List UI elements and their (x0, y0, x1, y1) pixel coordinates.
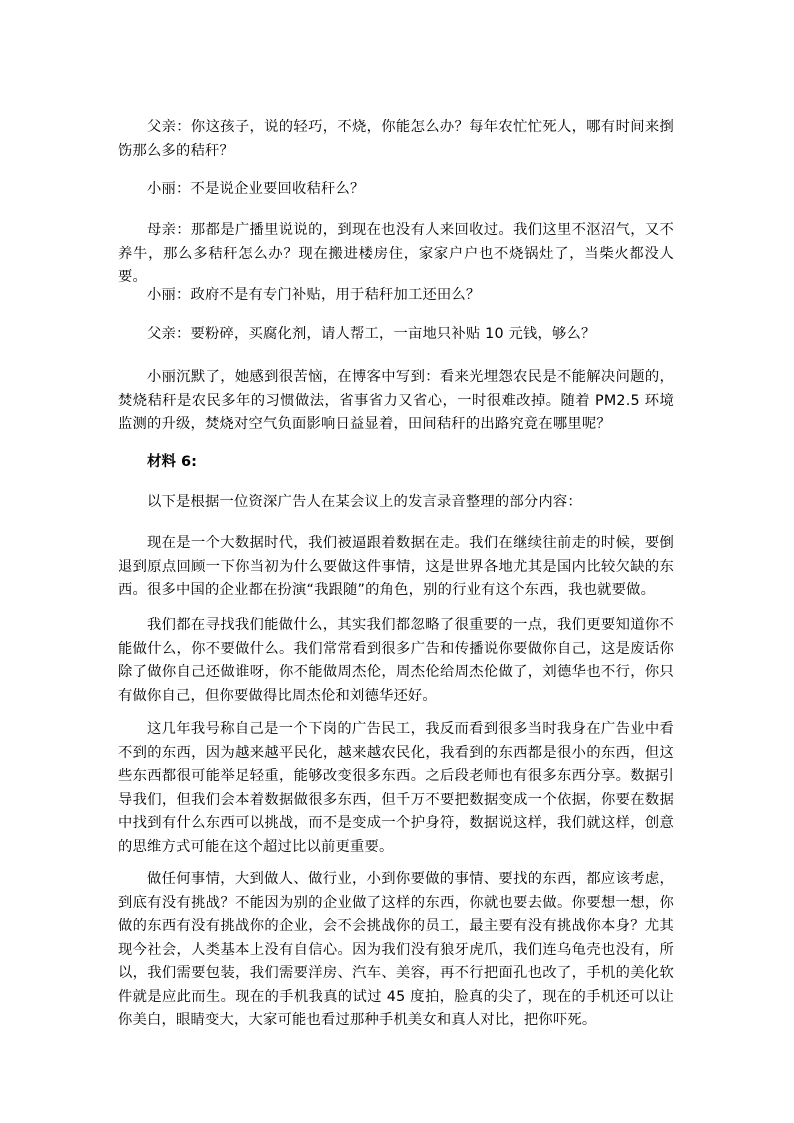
section-heading: 材料 6: (147, 454, 197, 470)
speech-paragraph-1: 现在是一个大数据时代，我们被逼跟着数据在走。我们在继续往前走的时候，要倒退到原点回顾一下你当初为什么要做这件事情，这是世界各地尤其是国内比较欠缺的东西。很多中国的企业都在扮演“我跟随”的角色，别的行业有这个东西，我也就要做。 (118, 535, 674, 598)
narration-paragraph: 小丽沉默了，她感到很苦恼，在博客中写到：看来光埋怨农民是不能解决问题的，焚烧秸秆是农民多年的习惯做法，省事省力又省心，一时很难改掉。随着 PM2.5 环境监测的升级，焚烧对空气负面影响日益显着，田间秸秆的出路究竟在哪里呢？ (118, 369, 674, 432)
dialogue-father-2: 父亲：要粉碎，买腐化剂，请人帮工，一亩地只补贴 10 元钱，够么？ (147, 326, 596, 342)
speech-paragraph-3: 这几年我号称自己是一个下岗的广告民工，我反而看到很多当时我身在广告业中看不到的东西，因为越来越平民化，越来越农民化，我看到的东西都是很小的东西，但这些东西都很可能举足轻重，能够改变很多东西。之后段老师也有很多东西分享。数据引导我们，但我们会本着数据做很多东西，但千万不要把数据变成一个依据，你要在数据中找到有什么东西可以挑战，而不是变成一个护身符，数据说这样，我们就这样，创意的思维方式可能在这个超过比以前更重要。 (118, 721, 674, 855)
dialogue-father-1: 父亲：你这孩子，说的轻巧，不烧，你能怎么办？每年农忙忙死人，哪有时间来捯饬那么多的秸秆？ (118, 119, 674, 159)
dialogue-xiaoli-1: 小丽：不是说企业要回收秸秆么？ (147, 181, 365, 197)
speech-paragraph-4: 做任何事情，大到做人、做行业，小到你要做的事情、要找的东西，都应该考虑，到底有没有挑战？不能因为别的企业做了这样的东西，你就也要去做。你要想一想，你做的东西有没有挑战你的企业，会不会挑战你的员工，最主要有没有挑战你本身？尤其现今社会，人类基本上没有自信心。因为我们没有狼牙虎爪，我们连乌龟壳也没有，所以，我们需要包装，我们需要洋房、汽车、美容，再不行把面孔也改了，手机的美化软件就是应此而生。现在的手机我真的试过 45 度拍，脸真的尖了，现在的手机还可以让你美白，眼睛变大，大家可能也看过那种手机美女和真人对比，把你吓死。 (118, 871, 674, 1028)
dialogue-mother-1: 母亲：那都是广播里说说的，到现在也没有人来回收过。我们这里不沤沼气，又不养牛，那么多秸秆怎么办？现在搬进楼房住，家家户户也不烧锅灶了，当柴火都没人要。 (118, 222, 674, 285)
dialogue-xiaoli-2: 小丽：政府不是有专门补贴，用于秸秆加工还田么？ (147, 287, 481, 303)
intro-paragraph: 以下是根据一位资深广告人在某会议上的发言录音整理的部分内容： (147, 494, 582, 510)
speech-paragraph-2: 我们都在寻找我们能做什么，其实我们都忽略了很重要的一点，我们更要知道你不能做什么，你不要做什么。我们常常看到很多广告和传播说你要做你自己，这是废话你除了做你自己还做谁呀，你不能做周杰伦，周杰伦给周杰伦做了，刘德华也不行，你只有做你自己，但你要做得比周杰伦和刘德华还好。 (118, 617, 674, 704)
